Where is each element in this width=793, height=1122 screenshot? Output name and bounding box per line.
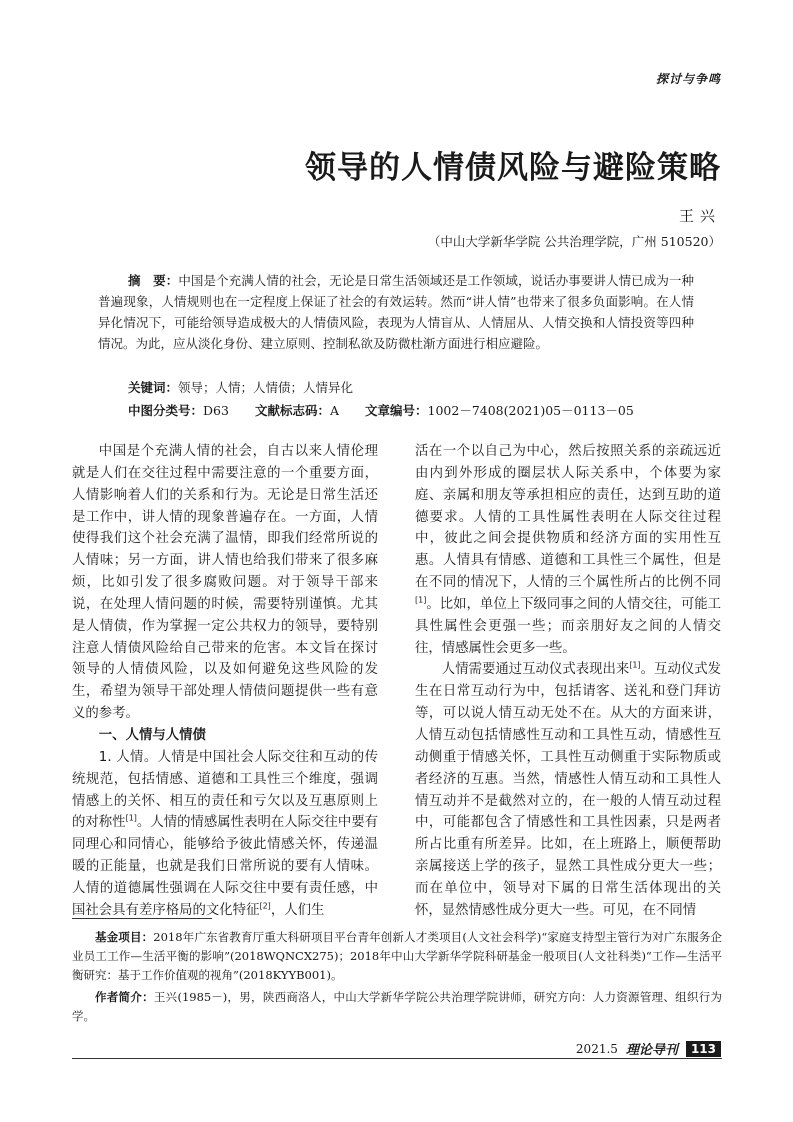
author-bio-text: 王兴(1985－)，男，陕西商洛人，中山大学新华学院公共治理学院讲师，研究方向：人力资源管理、组织行为学。 [72, 990, 723, 1023]
body-column-left [72, 441, 378, 922]
citation-ref: [1] [415, 595, 427, 605]
article-number-value: 1002－7408(2021)05－0113－05 [427, 403, 634, 418]
body-text: 。比如，单位上下级同事之间的人情交往，可能工具性属性会更强一些；而亲朋好友之间的人情交往，情感属性会更多一些。 [415, 596, 721, 656]
clc-label: 中图分类号： [128, 403, 204, 418]
section-heading: 一、人情与人情债 [98, 727, 206, 743]
page-number: 113 [686, 1041, 721, 1057]
body-paragraph [72, 747, 378, 922]
article-number-label: 文章编号： [365, 403, 428, 418]
journal-name: 理论导刊 [625, 1043, 678, 1058]
body-text: 。互动仪式发生在日常互动行为中，包括请客、送礼和登门拜访等，可以说人情互动无处不在。从大的方面来讲，人情互动包括情感性互动和工具性互动，情感性互动侧重于情感关怀，工具性互动侧重于实际物质或者经济的互惠。当然，情感性人情互动和工具性人情互动并不是截然对立的，在一般的人情互动过程中，可能都包含了情感性和工具性因素，只是两者所占比重有所差异。比如，在上班路上，顺便帮助亲属接送上学的孩子，显然工具性成分更大一些；而在单位中，领导对下属的日常生活体现出的关怀，显然情感性成分更大一些。可见，在不同情 [415, 662, 722, 918]
body-column-right [415, 441, 721, 922]
body-paragraph: 中国是个充满人情的社会，自古以来人情伦理就是人们在交往过程中需要注意的一个重要方面，人情影响着人们的关系和行为。无论是日常生活还是工作中，讲人情的现象普遍存在。一方面，人情使得我们这个社会充满了温情，即我们经常所说的人情味；另一方面，讲人情也给我们带来了很多麻烦，比如引发了很多腐败问题。对于领导干部来说，在处理人情问题的时候，需要特别谨慎。尤其是人情债，作为掌握一定公共权力的领导，要特别注意人情债风险给自己带来的危害。本文旨在探讨领导的人情债风险，以及如何避免这些风险的发生，希望为领导干部处理人情债问题提供一些有意义的参考。 [72, 444, 378, 722]
body-text: 1. 人情。人情是中国社会人际交往和互动的传统规范，包括情感、道德和工具性三个维度，强调情感上的关怀、相互的责任和亏欠以及互惠原则上的对称性 [72, 749, 378, 831]
footnote-divider [72, 918, 212, 919]
section-label: 探讨与争鸣 [655, 72, 721, 86]
body-text: 活在一个以自己为中心，然后按照关系的亲疏远近由内到外形成的圈层状人际关系中，个体要为家庭、亲属和朋友等承担相应的责任，达到互助的道德要求。人情的工具性属性表明在人际交往过程中，彼此之间会提供物质和经济方面的实用性互惠。人情具有情感、道德和工具性三个属性，但是在不同的情况下，人情的三个属性所占的比例不同 [415, 444, 721, 591]
keywords-label: 关键词： [128, 380, 179, 395]
doc-code-label: 文献标志码： [254, 403, 330, 418]
body-text: 人情需要通过互动仪式表现出来 [441, 662, 630, 678]
funding-label: 基金项目： [95, 930, 154, 944]
funding-text: 2018年广东省教育厅重大科研项目平台青年创新人才类项目(人文社会科学)“家庭支持型主管行为对广东服务企业员工工作—生活平衡的影响”(2018WQNCX275)；2018年中山大学新华学院科研基金一般项目(人文社科类)“工作—生活平衡研究：基于工作价值观的视角”(2018KYYB001)。 [72, 930, 722, 982]
doc-code-value: A [329, 403, 339, 418]
author-bio-note [72, 988, 722, 1026]
abstract [98, 270, 694, 354]
citation-ref: [1] [125, 813, 137, 823]
body-text: 。人情的情感属性表明在人际交往中要有同理心和同情心，能够给予彼此情感关怀，传递温暖的正能量，也就是我们日常所说的要有人情味。人情的道德属性强调在人际交往中要有责任感，中国社会具有差序格局的文化特征 [72, 815, 379, 918]
issue-date: 2021.5 [575, 1041, 618, 1056]
classification-line [128, 401, 634, 419]
footnotes [72, 928, 722, 1029]
article-title: 领导的人情债风险与避险策略 [305, 150, 721, 186]
page-footer [576, 1039, 721, 1058]
abstract-label: 摘 要： [128, 273, 179, 288]
body-paragraph [415, 441, 721, 659]
abstract-text: 中国是个充满人情的社会，无论是日常生活领域还是工作领域，说话办事要讲人情已成为一种普遍现象，人情规则也在一定程度上保证了社会的有效运转。然而“讲人情”也带来了很多负面影响。在人情异化情况下，可能给领导造成极大的人情债风险，表现为人情盲从、人情屈从、人情交换和人情投资等四种情况。为此，应从淡化身份、建立原则、控制私欲及防微杜渐方面进行相应避险。 [98, 273, 694, 351]
body-paragraph [415, 659, 721, 921]
footer-rule [72, 1058, 722, 1059]
citation-ref: [1] [629, 660, 641, 670]
author-affiliation: （中山大学新华学院 公共治理学院，广州 510520） [427, 234, 721, 249]
citation-ref: [2] [259, 901, 271, 911]
funding-note [72, 928, 722, 985]
body-text: ，人们生 [270, 902, 325, 918]
keywords-text: 领导；人情；人情债；人情异化 [178, 380, 354, 395]
article-author: 王兴 [678, 207, 721, 225]
keywords [128, 378, 353, 396]
clc-value: D63 [203, 403, 229, 418]
author-bio-label: 作者简介： [95, 990, 154, 1004]
